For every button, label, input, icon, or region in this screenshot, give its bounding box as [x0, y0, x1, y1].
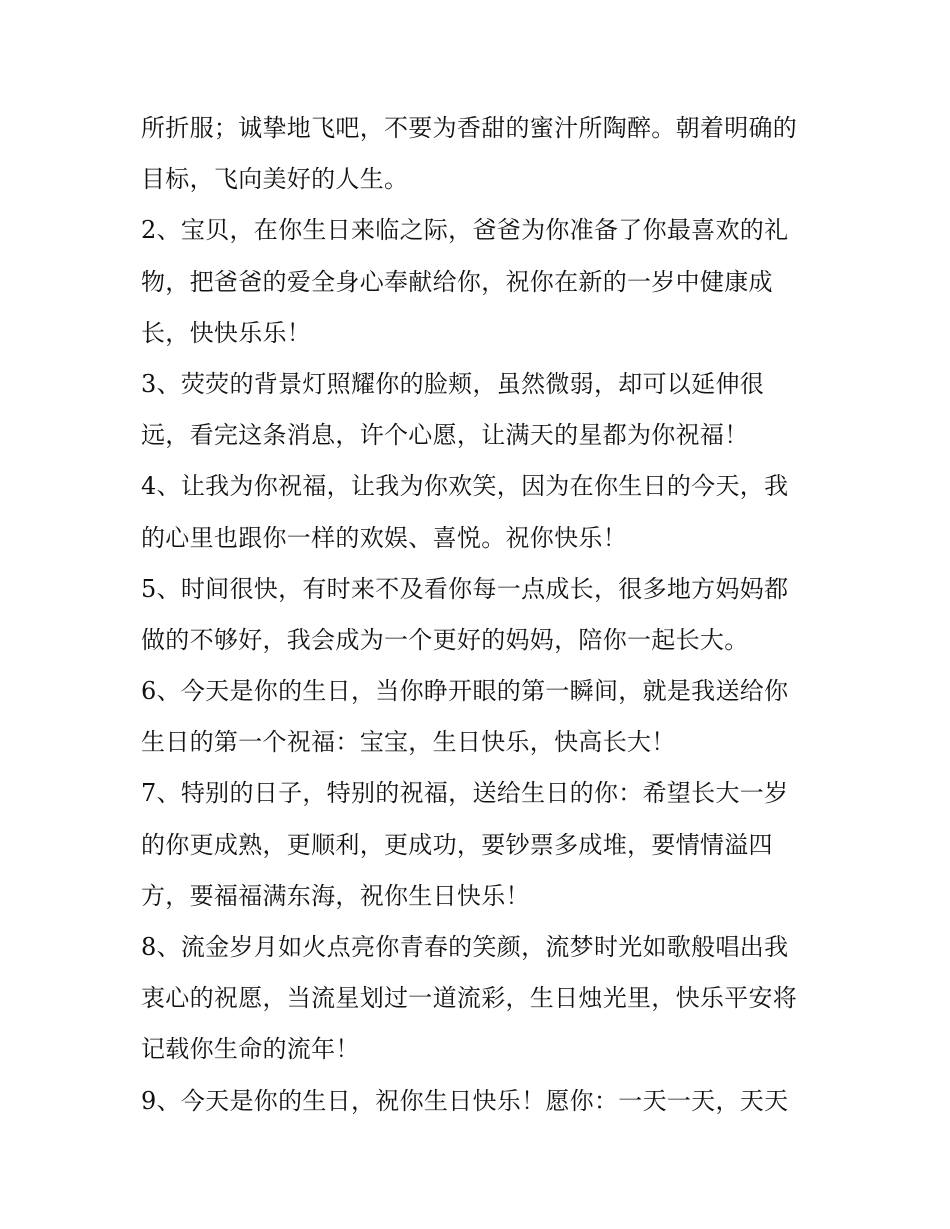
- text-line: 8、流金岁月如火点亮你青春的笑颜，流梦时光如歌般唱出我: [141, 933, 789, 961]
- text-line: 7、特别的日子，特别的祝福，送给生日的你：希望长大一岁: [141, 779, 789, 808]
- text-line: 4、让我为你祝福，让我为你欢笑，因为在你生日的今天，我: [141, 472, 789, 501]
- text-line: 物，把爸爸的爱全身心奉献给你，祝你在新的一岁中健康成: [141, 267, 773, 296]
- text-line: 6、今天是你的生日，当你睁开眼的第一瞬间，就是我送给你: [141, 677, 789, 706]
- text-line: 的你更成熟，更顺利，更成功，要钞票多成堆，要情情溢四: [141, 830, 773, 859]
- text-line: 衷心的祝愿，当流星划过一道流彩，生日烛光里，快乐平安将: [141, 984, 798, 1013]
- text-line: 的心里也跟你一样的欢娱、喜悦。祝你快乐！: [141, 523, 627, 552]
- text-line: 3、荧荧的背景灯照耀你的脸颊，虽然微弱，却可以延伸很: [141, 369, 765, 398]
- text-line: 长，快快乐乐！: [141, 318, 312, 347]
- text-line: 方，要福福满东海，祝你生日快乐！: [141, 881, 530, 910]
- text-line: 记载你生命的流年！: [141, 1035, 360, 1064]
- text-line: 远，看完这条消息，许个心愿，让满天的星都为你祝福！: [141, 421, 749, 450]
- document-body: [141, 103, 821, 1127]
- text-line: 9、今天是你的生日，祝你生日快乐！愿你：一天一天，天天: [141, 1086, 789, 1115]
- text-line: 目标，飞向美好的人生。: [141, 165, 409, 194]
- text-line: 5、时间很快，有时来不及看你每一点成长，很多地方妈妈都: [141, 574, 789, 603]
- text-line: 做的不够好，我会成为一个更好的妈妈，陪你一起长大。: [141, 625, 749, 654]
- text-line: 所折服；诚挚地飞吧，不要为香甜的蜜汁所陶醉。朝着明确的: [141, 114, 798, 142]
- text-line: 2、宝贝，在你生日来临之际，爸爸为你准备了你最喜欢的礼: [141, 216, 789, 245]
- text-line: 生日的第一个祝福：宝宝，生日快乐，快高长大！: [141, 728, 676, 757]
